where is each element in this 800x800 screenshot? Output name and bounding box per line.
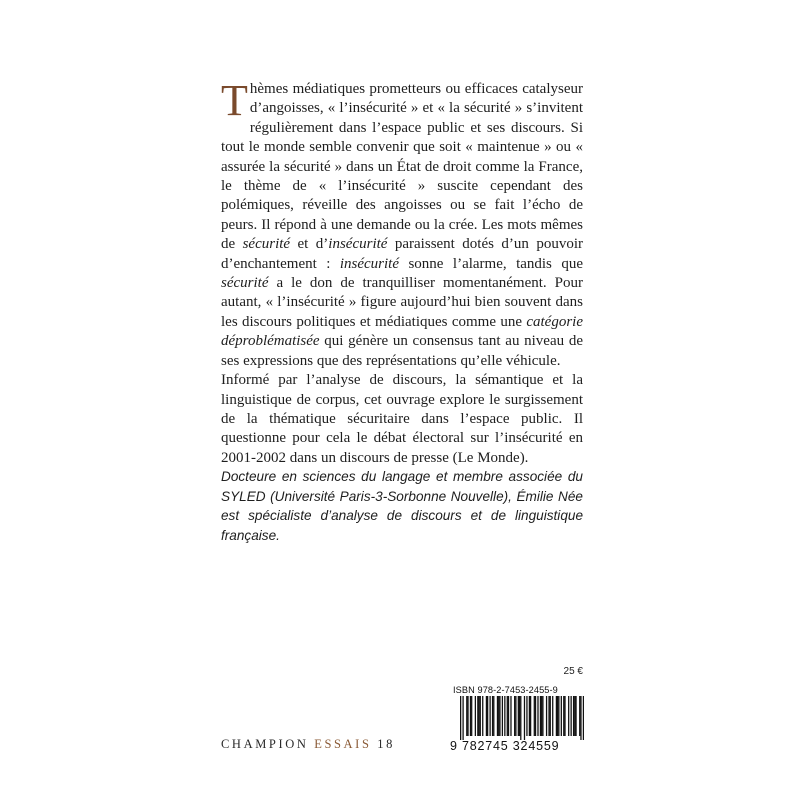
- barcode-digits: 9 782745 324559: [450, 739, 560, 753]
- barcode-bar: [571, 696, 572, 736]
- barcode-bar: [467, 696, 468, 736]
- barcode-bar: [552, 696, 553, 736]
- barcode-bar: [580, 696, 581, 740]
- barcode-bar: [492, 696, 493, 736]
- barcode-bar: [514, 696, 515, 736]
- isbn-label: ISBN 978-2-7453-2455-9: [453, 685, 558, 695]
- barcode-bar: [568, 696, 569, 736]
- price-label: 25 €: [563, 666, 583, 677]
- barcode-bar: [462, 696, 463, 740]
- emphasis-categorie: catégorie déproblématisée: [221, 313, 583, 350]
- barcode-bar: [493, 696, 494, 736]
- barcode-bar: [550, 696, 551, 736]
- barcode-bar: [510, 696, 511, 736]
- barcode-bar: [529, 696, 530, 736]
- barcode-bar: [540, 696, 541, 736]
- barcode-bar: [546, 696, 547, 736]
- barcode-bar: [563, 696, 564, 736]
- barcode-bar: [541, 696, 542, 736]
- barcode-bar: [466, 696, 467, 736]
- drop-cap: T: [221, 76, 248, 125]
- barcode-bar: [548, 696, 549, 736]
- barcode-bar: [557, 696, 558, 736]
- barcode-bar: [502, 696, 503, 736]
- barcode-bar: [478, 696, 479, 736]
- barcode-bar: [520, 696, 521, 740]
- barcode-bar: [487, 696, 488, 736]
- barcode-bar: [482, 696, 483, 736]
- book-description: [221, 76, 583, 468]
- barcode-bar: [480, 696, 481, 736]
- barcode-bar: [526, 696, 527, 736]
- series-publisher: CHAMPION: [221, 737, 309, 751]
- emphasis-insecurite-2: insécurité: [339, 255, 400, 272]
- paragraph-1-text-a: hèmes médiatiques prometteurs ou efficaces catalyseur d’angoisses, « l’insécurité » et « la sécurité » s’invitent régulièrement dans l’espace public et ses discours. Si tout le monde semble convenir que soit « maintenue » ou « assurée la sécurité » dans un État de droit comme la France, le thème de « l’insécurité » suscite cependant des polémiques, réveille des angoisses ou se fait l’écho de peurs. Il répond à une demande ou la crée. Les mots mêmes de: [221, 81, 583, 253]
- barcode-bar: [573, 696, 574, 736]
- barcode-bar: [530, 696, 531, 736]
- barcode-bar: [489, 696, 490, 736]
- series-collection: ESSAIS: [314, 737, 372, 751]
- barcode-bar: [556, 696, 557, 736]
- barcode-bar: [564, 696, 565, 736]
- barcode-bar: [575, 696, 576, 736]
- barcode-bar: [498, 696, 499, 736]
- series-line: [221, 737, 395, 752]
- description-paragraph-1: [221, 76, 583, 371]
- barcode-bar: [519, 696, 520, 736]
- barcode-bar: [471, 696, 472, 736]
- barcode-bar: [504, 696, 505, 736]
- barcode-bar: [486, 696, 487, 736]
- paragraph-1-text-d: sonne l’alarme, tandis que: [399, 255, 583, 272]
- paragraph-1-text-e: a le don de tranquilliser momentanément. Pour autant, « l’insécurité » figure aujourd’hui bien souvent dans les discours politiques et médiatiques comme une: [221, 275, 583, 330]
- barcode-bar: [579, 696, 580, 736]
- barcode-image: [460, 696, 584, 740]
- barcode-bar: [583, 696, 584, 740]
- barcode-bar: [561, 696, 562, 736]
- barcode-bar: [508, 696, 509, 736]
- barcode-bar: [515, 696, 516, 736]
- paragraph-1-text-f: qui génère un consensus tant au niveau de ses expressions que des représentations qu’elle véhicule.: [221, 333, 583, 369]
- barcode-bar: [477, 696, 478, 736]
- barcode-bar: [558, 696, 559, 736]
- emphasis-securite: sécurité: [242, 236, 291, 253]
- barcode-bar: [499, 696, 500, 736]
- barcode-bar: [475, 696, 476, 736]
- barcode-bar: [470, 696, 471, 736]
- series-number: 18: [377, 737, 395, 751]
- barcode-bar: [524, 696, 525, 740]
- barcode-bar: [507, 696, 508, 736]
- emphasis-securite-2: sécurité: [221, 275, 269, 292]
- barcode-bar: [542, 696, 543, 736]
- barcode-bar: [535, 696, 536, 736]
- author-bio: Docteure en sciences du langage et membre associée du SYLED (Université Paris-3-Sorbonne Nouvelle), Émilie Née est spécialiste d’analyse de discours et de linguistique française.: [221, 469, 583, 543]
- emphasis-insecurite: insécurité: [328, 236, 388, 253]
- barcode-bar: [497, 696, 498, 736]
- barcode-bar: [534, 696, 535, 736]
- description-paragraph-2: Informé par l’analyse de discours, la sémantique et la linguistique de corpus, cet ouvrage explore le surgissement de la thématique sécuritaire dans l’espace public. Il questionne pour cela le débat électoral sur l’insécurité en 2001-2002 dans un discours de presse (Le Monde).: [221, 372, 583, 466]
- paragraph-1-text-c: paraissent dotés d’un pouvoir d’enchantement :: [221, 236, 583, 272]
- barcode-bar: [460, 696, 461, 740]
- barcode-bar: [537, 696, 538, 736]
- paragraph-1-text-b: et d’: [290, 236, 329, 253]
- barcode-bar: [518, 696, 519, 736]
- barcode-bar: [574, 696, 575, 736]
